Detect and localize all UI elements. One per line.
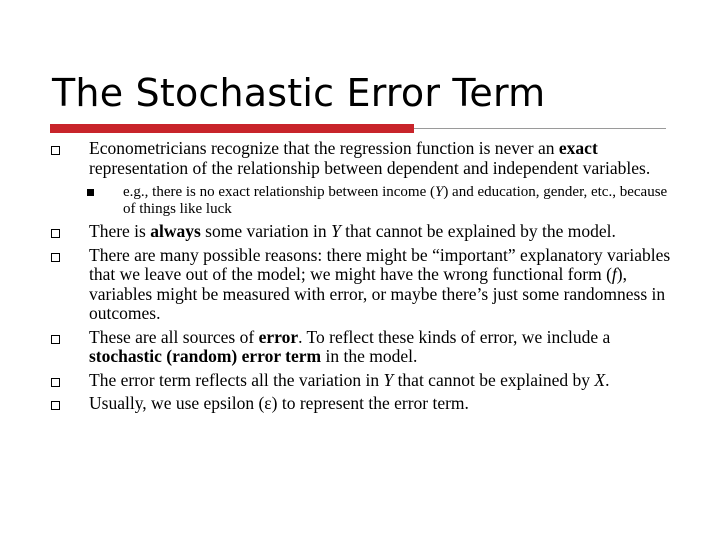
text: . [605,369,610,390]
text: There is [89,221,151,241]
text: Usually, we use epsilon ( [89,393,265,413]
slide-title: The Stochastic Error Term [52,71,546,115]
filled-square-bullet-icon [87,189,94,196]
text: ) and education, gender, etc., because of things like luck [123,184,668,217]
hollow-square-bullet-icon [51,401,60,410]
bullet-item-5 [46,371,676,391]
text: that cannot be explained by the model. [340,221,616,241]
sub-bullet-item [46,184,676,218]
hollow-square-bullet-icon [51,253,60,262]
title-rule-accent [50,124,414,133]
text: These are all sources of [89,326,259,347]
variable-text: Y [383,369,394,390]
title-underline [50,124,666,134]
emphasis-text: stochastic (random) error term [89,346,322,366]
text: in the model. [321,346,418,366]
variable-text: X [594,369,606,390]
bullet-item-1 [46,139,676,178]
text: Econometricians recognize that the regression function is never an [89,138,559,158]
variable-text: Y [434,184,444,200]
variable-text: Y [331,221,341,241]
text: e.g., there is no exact relationship between income ( [123,184,435,200]
bullet-item-2 [46,222,676,242]
text: ), variables might be measured with error, or maybe there’s just some randomness in outcomes. [89,264,666,323]
emphasis-text: error [258,326,299,347]
hollow-square-bullet-icon [51,146,60,155]
slide-body [46,139,676,414]
bullet-item-4 [46,328,676,367]
text: that cannot be explained by [393,369,595,390]
text: The error term reflects all the variation in [89,369,384,390]
hollow-square-bullet-icon [51,378,60,387]
text: . To reflect these kinds of error, we include a [298,326,611,347]
epsilon-symbol: ε [264,393,272,413]
hollow-square-bullet-icon [51,229,60,238]
bullet-item-6 [46,394,676,414]
emphasis-text: exact [558,138,598,158]
hollow-square-bullet-icon [51,335,60,344]
text: representation of the relationship between dependent and independent variables. [89,157,651,178]
text: some variation in [200,221,332,241]
text: There are many possible reasons: there might be “important” explanatory variables that we leave out of the model; we might have the wrong functional form ( [89,244,671,284]
variable-text: f [611,264,617,284]
emphasis-text: always [150,221,201,241]
bullet-item-3 [46,246,676,324]
text: ) to represent the error term. [271,393,469,413]
